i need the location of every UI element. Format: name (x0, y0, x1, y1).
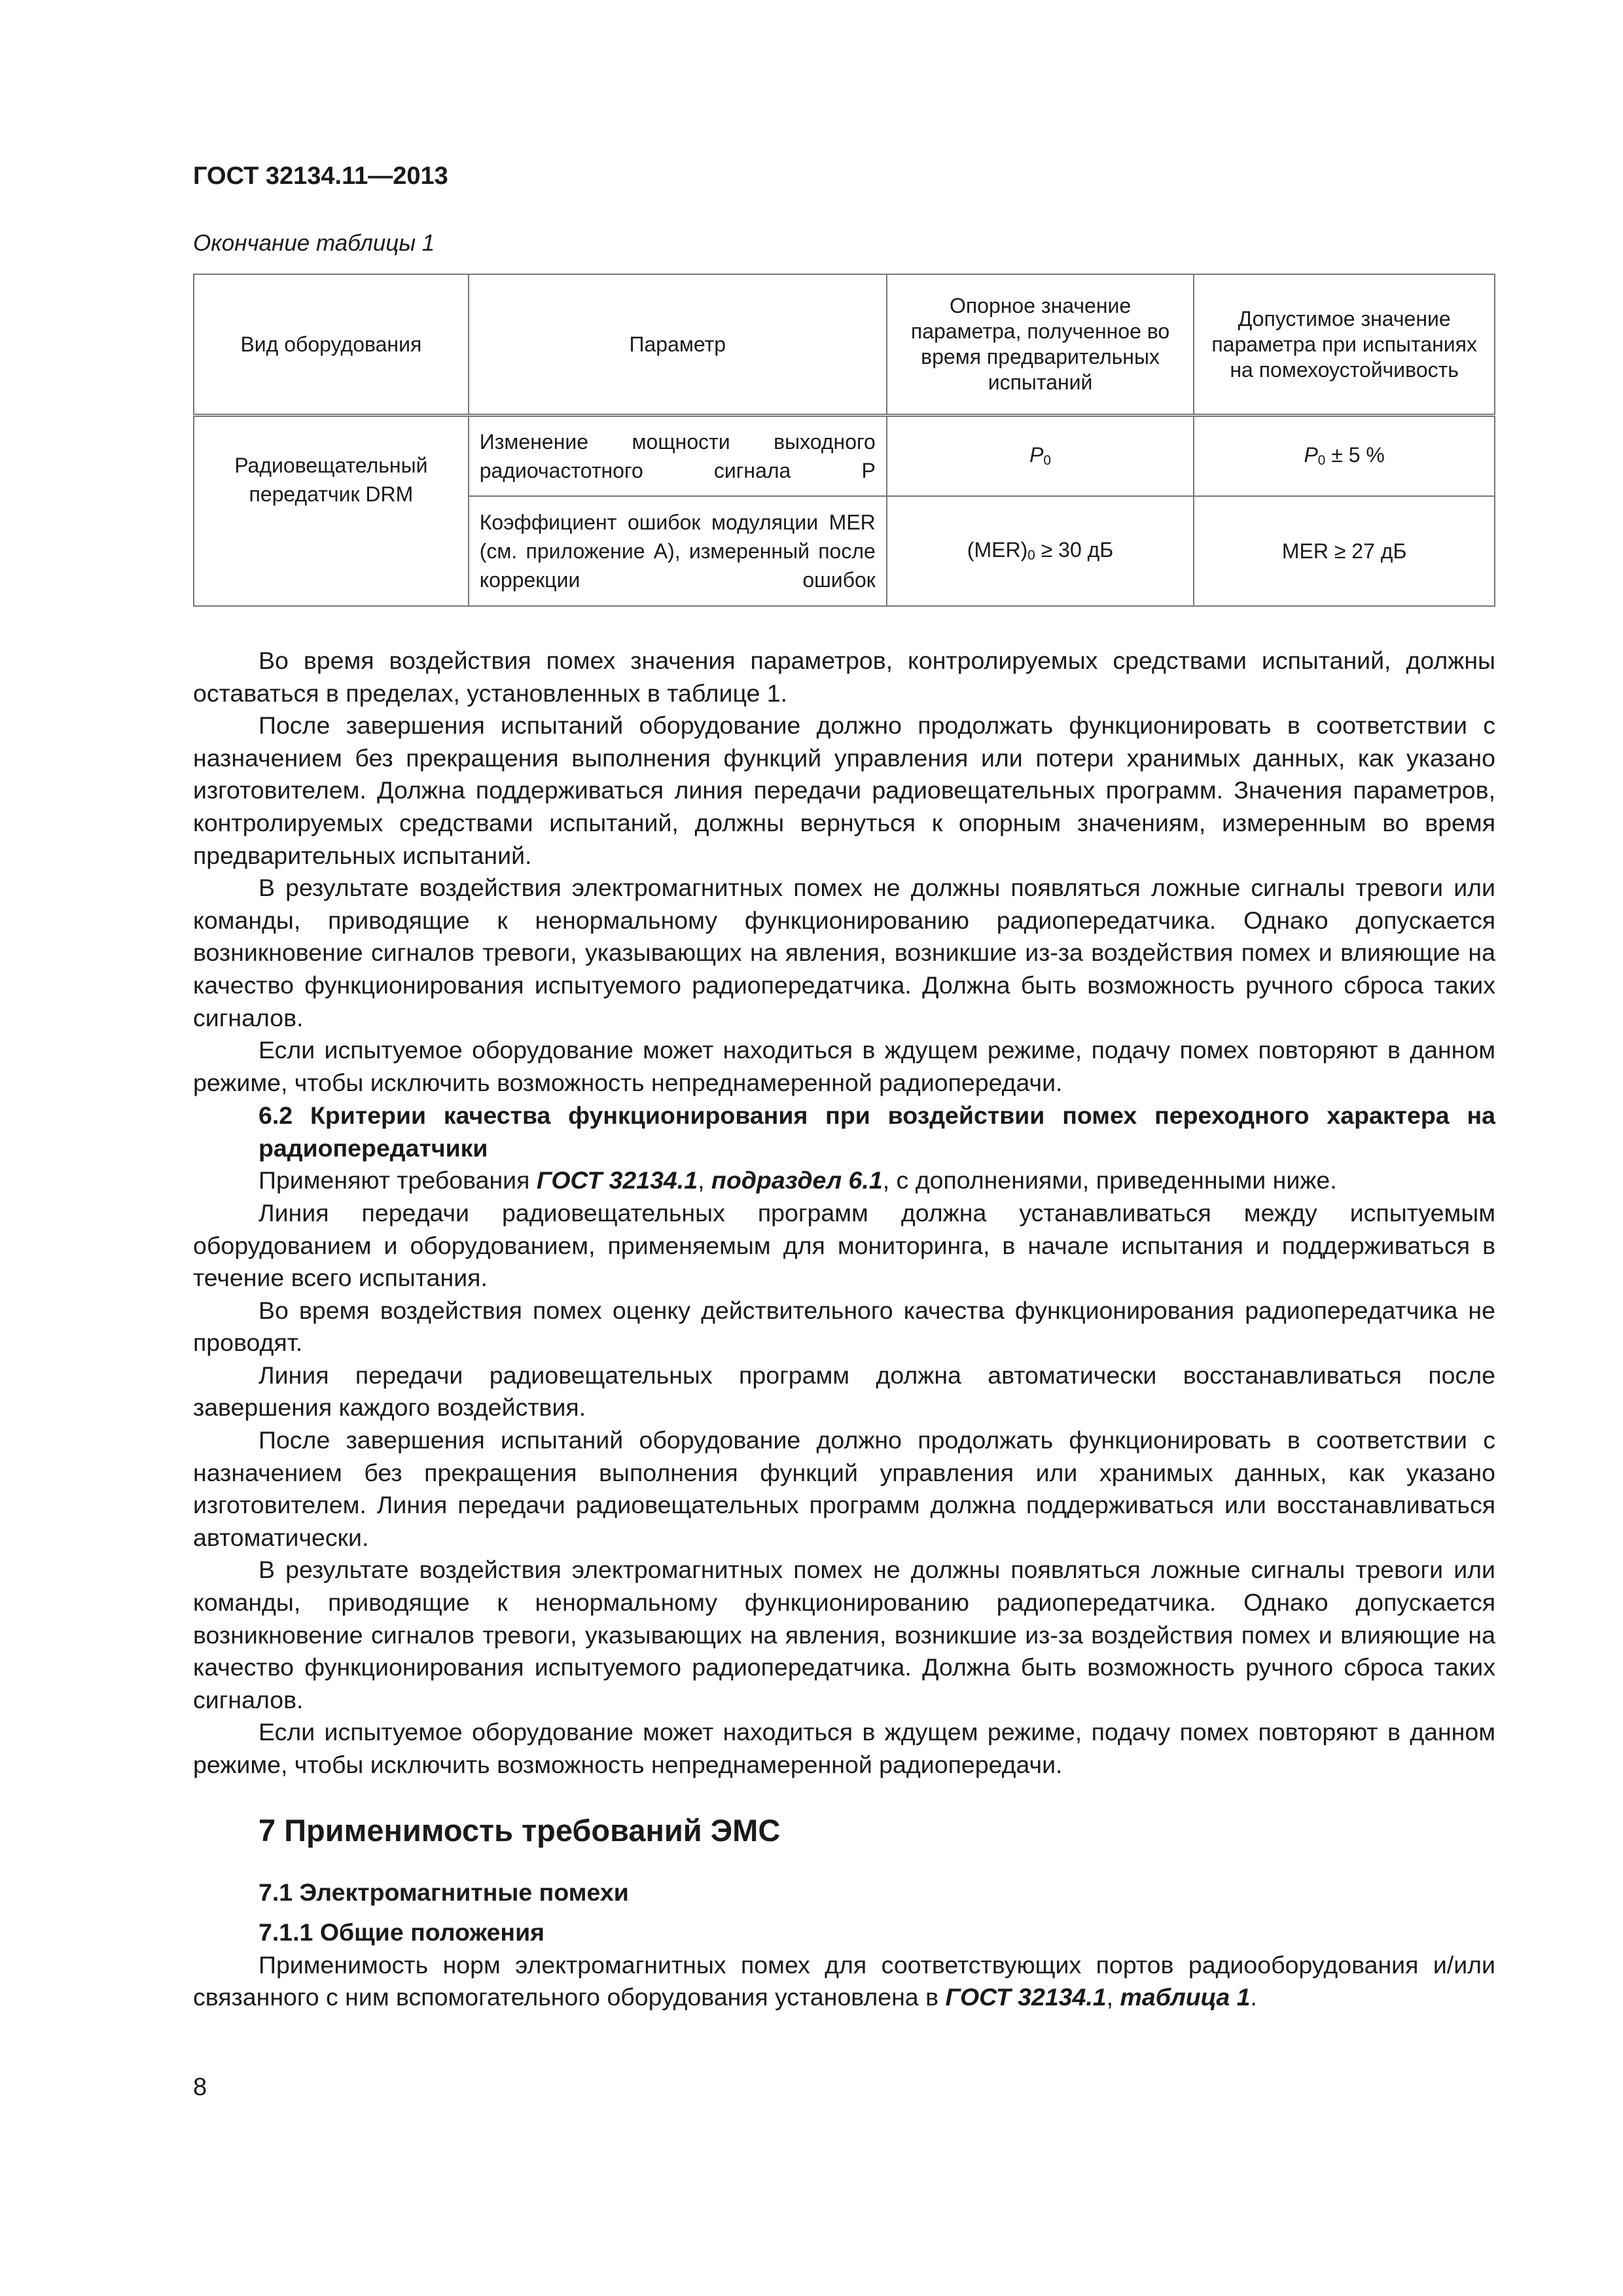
parameters-table (193, 274, 1495, 607)
paragraph: В результате воздействия электромагнитных помех не должны появляться ложные сигналы тревоги или команды, приводящие к ненормальному функционированию радиопередатчика. Однако допускается возникновение сигналов тревоги, указывающих на явления, возникшие из-за воздействия помех и влияющие на качество функционирования испытуемого радиопередатчика. Должна быть возможность ручного сброса таких сигналов. (193, 1556, 1495, 1713)
table-caption: Окончание таблицы 1 (193, 230, 435, 256)
section-heading-7-1: 7.1 Электромагнитные помехи (259, 1878, 629, 1906)
allowed-cell: $P_0 \pm 5$ % (1194, 416, 1495, 497)
reference-link: ГОСТ 32134.1 (945, 1983, 1107, 2011)
reference-link: таблица 1 (1120, 1983, 1251, 2011)
parameter-cell: Изменение мощности выходного радиочастотного сигнала P (469, 416, 887, 497)
header-allowed: Допустимое значение параметра при испытаниях на помехоустойчивость (1194, 274, 1495, 416)
paragraph: Во время воздействия помех оценку действительного качества функционирования радиопередатчика не проводят. (193, 1296, 1495, 1357)
paragraph: После завершения испытаний оборудование должно продолжать функционировать в соответствии с назначением без прекращения выполнения функций управления или потери хранимых данных, как указано изготовителем. Должна поддерживаться линия передачи радиовещательных программ. Значения параметров, контролируемых средствами испытаний, должны вернуться к опорным значениям, измеренным во время предварительных испытаний. (193, 711, 1495, 869)
paragraph: Линия передачи радиовещательных программ должна устанавливаться между испытуемым оборудованием и оборудованием, применяемым для мониторинга, в начале испытания и поддерживаться в течение всего испытания. (193, 1198, 1495, 1292)
table-row (194, 416, 1495, 497)
section-heading-6-2: 6.2 Критерии качества функционирования при воздействии помех переходного характера на радиопередатчики (259, 1102, 1495, 1162)
paragraph: После завершения испытаний оборудование должно продолжать функционировать в соответствии с назначением без прекращения выполнения функций управления или хранимых данных, как указано изготовителем. Линия передачи радиовещательных программ должна поддерживаться или восстанавливаться автоматически. (193, 1426, 1495, 1551)
parameter-cell: Коэффициент ошибок модуляции MER (см. приложение А), измеренный после коррекции ошибок (469, 496, 887, 606)
table-header-row (194, 274, 1495, 416)
allowed-cell: MER ≥ 27 дБ (1194, 496, 1495, 606)
reference-link: ГОСТ 32134.1 (536, 1166, 698, 1194)
paragraph: В результате воздействия электромагнитных помех не должны появляться ложные сигналы тревоги или команды, приводящие к ненормальному функционированию радиопередатчика. Однако допускается возникновение сигналов тревоги, указывающих на явления, возникшие из-за воздействия помех и влияющие на качество функционирования испытуемого радиопередатчика. Должна быть возможность ручного сброса таких сигналов. (193, 874, 1495, 1031)
equipment-cell: Радиовещательный передатчик DRM (194, 416, 469, 607)
paragraph: Если испытуемое оборудование может находиться в ждущем режиме, подачу помех повторяют в данном режиме, чтобы исключить возможность непреднамеренной радиопередачи. (193, 1718, 1495, 1778)
page-number: 8 (193, 2073, 207, 2101)
section-heading-7: 7 Применимость требований ЭМС (259, 1812, 781, 1848)
section-heading-7-1-1: 7.1.1 Общие положения (259, 1918, 545, 1946)
header-parameter: Параметр (469, 274, 887, 416)
reference-cell: $(MER)_0 \ge 30$ дБ (887, 496, 1194, 606)
header-equipment: Вид оборудования (194, 274, 469, 416)
header-reference: Опорное значение параметра, полученное во время предварительных испытаний (887, 274, 1194, 416)
document-body (193, 645, 1495, 2014)
paragraph: Применимость норм электромагнитных помех для соответствующих портов радиооборудования и/или связанного с ним вспомогательного оборудования установлена в ГОСТ 32134.1, таблица 1. (193, 1950, 1495, 2011)
paragraph: Во время воздействия помех значения параметров, контролируемых средствами испытаний, должны оставаться в пределах, установленных в таблице 1. (193, 647, 1495, 707)
reference-link: подраздел 6.1 (711, 1166, 883, 1194)
reference-cell: $P_0$ (887, 416, 1194, 497)
paragraph: Линия передачи радиовещательных программ должна автоматически восстанавливаться после завершения каждого воздействия. (193, 1361, 1495, 1422)
paragraph: Применяют требования ГОСТ 32134.1, подраздел 6.1, с дополнениями, приведенными ниже. (259, 1166, 1337, 1194)
paragraph: Если испытуемое оборудование может находиться в ждущем режиме, подачу помех повторяют в данном режиме, чтобы исключить возможность непреднамеренной радиопередачи. (193, 1036, 1495, 1096)
document-id: ГОСТ 32134.11—2013 (193, 162, 448, 190)
